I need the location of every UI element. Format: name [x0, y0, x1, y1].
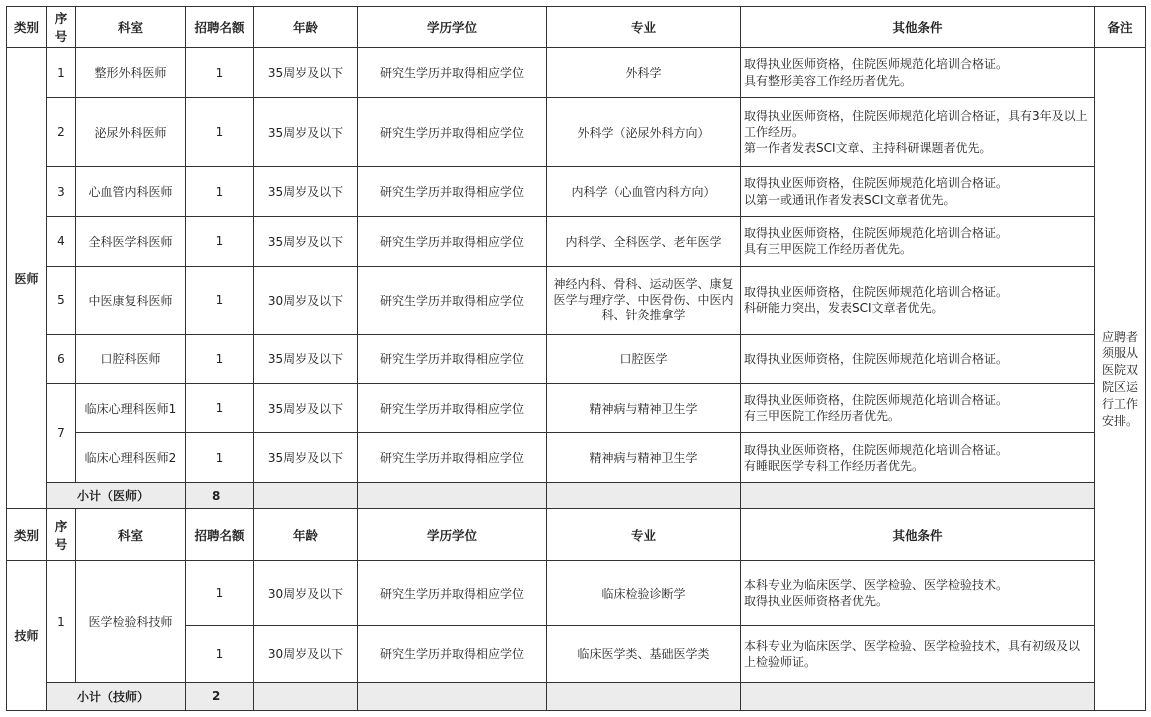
age-cell: 35周岁及以下	[254, 433, 358, 483]
dept-cell: 全科医学科医师	[76, 216, 186, 266]
cond-cell: 取得执业医师资格，住院医师规范化培训合格证。 具有整形美容工作经历者优先。	[741, 48, 1095, 98]
quota-cell: 1	[186, 433, 254, 483]
edu-cell: 研究生学历并取得相应学位	[358, 266, 547, 334]
empty-cell	[547, 682, 741, 710]
seq-cell: 4	[47, 216, 76, 266]
table-row	[7, 433, 1146, 483]
cond-cell: 取得执业医师资格，住院医师规范化培训合格证。 以第一或通讯作者发表SCI文章者优先。	[741, 167, 1095, 216]
table-row	[7, 98, 1146, 167]
header-quota: 招聘名额	[186, 7, 254, 48]
empty-cell	[254, 483, 358, 509]
header-quota: 招聘名额	[186, 509, 254, 561]
age-cell: 30周岁及以下	[254, 561, 358, 625]
age-cell: 35周岁及以下	[254, 48, 358, 98]
age-cell: 35周岁及以下	[254, 334, 358, 383]
category-tech: 技师	[7, 561, 47, 711]
header-row	[7, 7, 1146, 48]
header-edu: 学历学位	[358, 7, 547, 48]
cond-cell: 取得执业医师资格，住院医师规范化培训合格证。 具有三甲医院工作经历者优先。	[741, 216, 1095, 266]
header-dept: 科室	[76, 7, 186, 48]
empty-cell	[358, 483, 547, 509]
table-row	[7, 48, 1146, 98]
edu-cell: 研究生学历并取得相应学位	[358, 561, 547, 625]
age-cell: 35周岁及以下	[254, 384, 358, 433]
age-cell: 30周岁及以下	[254, 625, 358, 682]
seq-cell: 2	[47, 98, 76, 167]
dept-cell: 医学检验科技师	[76, 561, 186, 682]
dept-cell: 临床心理科医师2	[76, 433, 186, 483]
quota-cell: 1	[186, 625, 254, 682]
table-row	[7, 561, 1146, 625]
quota-cell: 1	[186, 266, 254, 334]
header-cond: 其他条件	[741, 509, 1095, 561]
major-cell: 临床医学类、基础医学类	[547, 625, 741, 682]
empty-cell	[741, 682, 1095, 710]
table-row	[7, 216, 1146, 266]
major-cell: 外科学（泌尿外科方向）	[547, 98, 741, 167]
header-category: 类别	[7, 7, 47, 48]
subtotal-row	[7, 682, 1146, 710]
empty-cell	[358, 682, 547, 710]
header-seq: 序号	[47, 509, 76, 561]
dept-cell: 临床心理科医师1	[76, 384, 186, 433]
edu-cell: 研究生学历并取得相应学位	[358, 167, 547, 216]
header-dept: 科室	[76, 509, 186, 561]
age-cell: 35周岁及以下	[254, 216, 358, 266]
cond-cell: 取得执业医师资格，住院医师规范化培训合格证。 科研能力突出，发表SCI文章者优先。	[741, 266, 1095, 334]
header-major: 专业	[547, 7, 741, 48]
quota-cell: 1	[186, 561, 254, 625]
table-row	[7, 334, 1146, 383]
header-seq: 序号	[47, 7, 76, 48]
major-cell: 内科学（心血管内科方向）	[547, 167, 741, 216]
header-edu: 学历学位	[358, 509, 547, 561]
dept-cell: 心血管内科医师	[76, 167, 186, 216]
cond-cell: 本科专业为临床医学、医学检验、医学检验技术，具有初级及以上检验师证。	[741, 625, 1095, 682]
major-cell: 临床检验诊断学	[547, 561, 741, 625]
empty-cell	[254, 682, 358, 710]
remark-cell: 应聘者须服从医院双院区运行工作安排。	[1095, 48, 1146, 711]
age-cell: 35周岁及以下	[254, 167, 358, 216]
subtotal-row	[7, 483, 1146, 509]
quota-cell: 1	[186, 334, 254, 383]
edu-cell: 研究生学历并取得相应学位	[358, 98, 547, 167]
edu-cell: 研究生学历并取得相应学位	[358, 48, 547, 98]
cond-cell: 取得执业医师资格，住院医师规范化培训合格证，具有3年及以上工作经历。 第一作者发表SCI文章、主持科研课题者优先。	[741, 98, 1095, 167]
seq-cell: 1	[47, 561, 76, 682]
header-remark: 备注	[1095, 7, 1146, 48]
edu-cell: 研究生学历并取得相应学位	[358, 334, 547, 383]
edu-cell: 研究生学历并取得相应学位	[358, 433, 547, 483]
header-age: 年龄	[254, 7, 358, 48]
seq-cell: 7	[47, 384, 76, 483]
category-doctor: 医师	[7, 48, 47, 509]
empty-cell	[741, 483, 1095, 509]
cond-cell: 取得执业医师资格，住院医师规范化培训合格证。 有三甲医院工作经历者优先。	[741, 384, 1095, 433]
quota-cell: 1	[186, 48, 254, 98]
header-category: 类别	[7, 509, 47, 561]
major-cell: 外科学	[547, 48, 741, 98]
major-cell: 内科学、全科医学、老年医学	[547, 216, 741, 266]
dept-cell: 整形外科医师	[76, 48, 186, 98]
edu-cell: 研究生学历并取得相应学位	[358, 384, 547, 433]
seq-cell: 3	[47, 167, 76, 216]
quota-cell: 1	[186, 167, 254, 216]
seq-cell: 1	[47, 48, 76, 98]
empty-cell	[547, 483, 741, 509]
quota-cell: 1	[186, 384, 254, 433]
seq-cell: 6	[47, 334, 76, 383]
table-row	[7, 384, 1146, 433]
cond-cell: 取得执业医师资格，住院医师规范化培训合格证。	[741, 334, 1095, 383]
edu-cell: 研究生学历并取得相应学位	[358, 216, 547, 266]
major-cell: 口腔医学	[547, 334, 741, 383]
age-cell: 30周岁及以下	[254, 266, 358, 334]
dept-cell: 泌尿外科医师	[76, 98, 186, 167]
subtotal-value: 8	[186, 483, 254, 509]
major-cell: 神经内科、骨科、运动医学、康复医学与理疗学、中医骨伤、中医内科、针灸推拿学	[547, 266, 741, 334]
subtotal-value: 2	[186, 682, 254, 710]
table-row	[7, 167, 1146, 216]
dept-cell: 中医康复科医师	[76, 266, 186, 334]
dept-cell: 口腔科医师	[76, 334, 186, 383]
quota-cell: 1	[186, 216, 254, 266]
subtotal-label: 小计（医师）	[47, 483, 186, 509]
seq-cell: 5	[47, 266, 76, 334]
header-major: 专业	[547, 509, 741, 561]
header-row	[7, 509, 1146, 561]
header-cond: 其他条件	[741, 7, 1095, 48]
cond-cell: 取得执业医师资格，住院医师规范化培训合格证。 有睡眠医学专科工作经历者优先。	[741, 433, 1095, 483]
subtotal-label: 小计（技师）	[47, 682, 186, 710]
table-row	[7, 266, 1146, 334]
header-age: 年龄	[254, 509, 358, 561]
edu-cell: 研究生学历并取得相应学位	[358, 625, 547, 682]
major-cell: 精神病与精神卫生学	[547, 384, 741, 433]
quota-cell: 1	[186, 98, 254, 167]
age-cell: 35周岁及以下	[254, 98, 358, 167]
cond-cell: 本科专业为临床医学、医学检验、医学检验技术。 取得执业医师资格者优先。	[741, 561, 1095, 625]
recruitment-table	[6, 6, 1146, 711]
major-cell: 精神病与精神卫生学	[547, 433, 741, 483]
